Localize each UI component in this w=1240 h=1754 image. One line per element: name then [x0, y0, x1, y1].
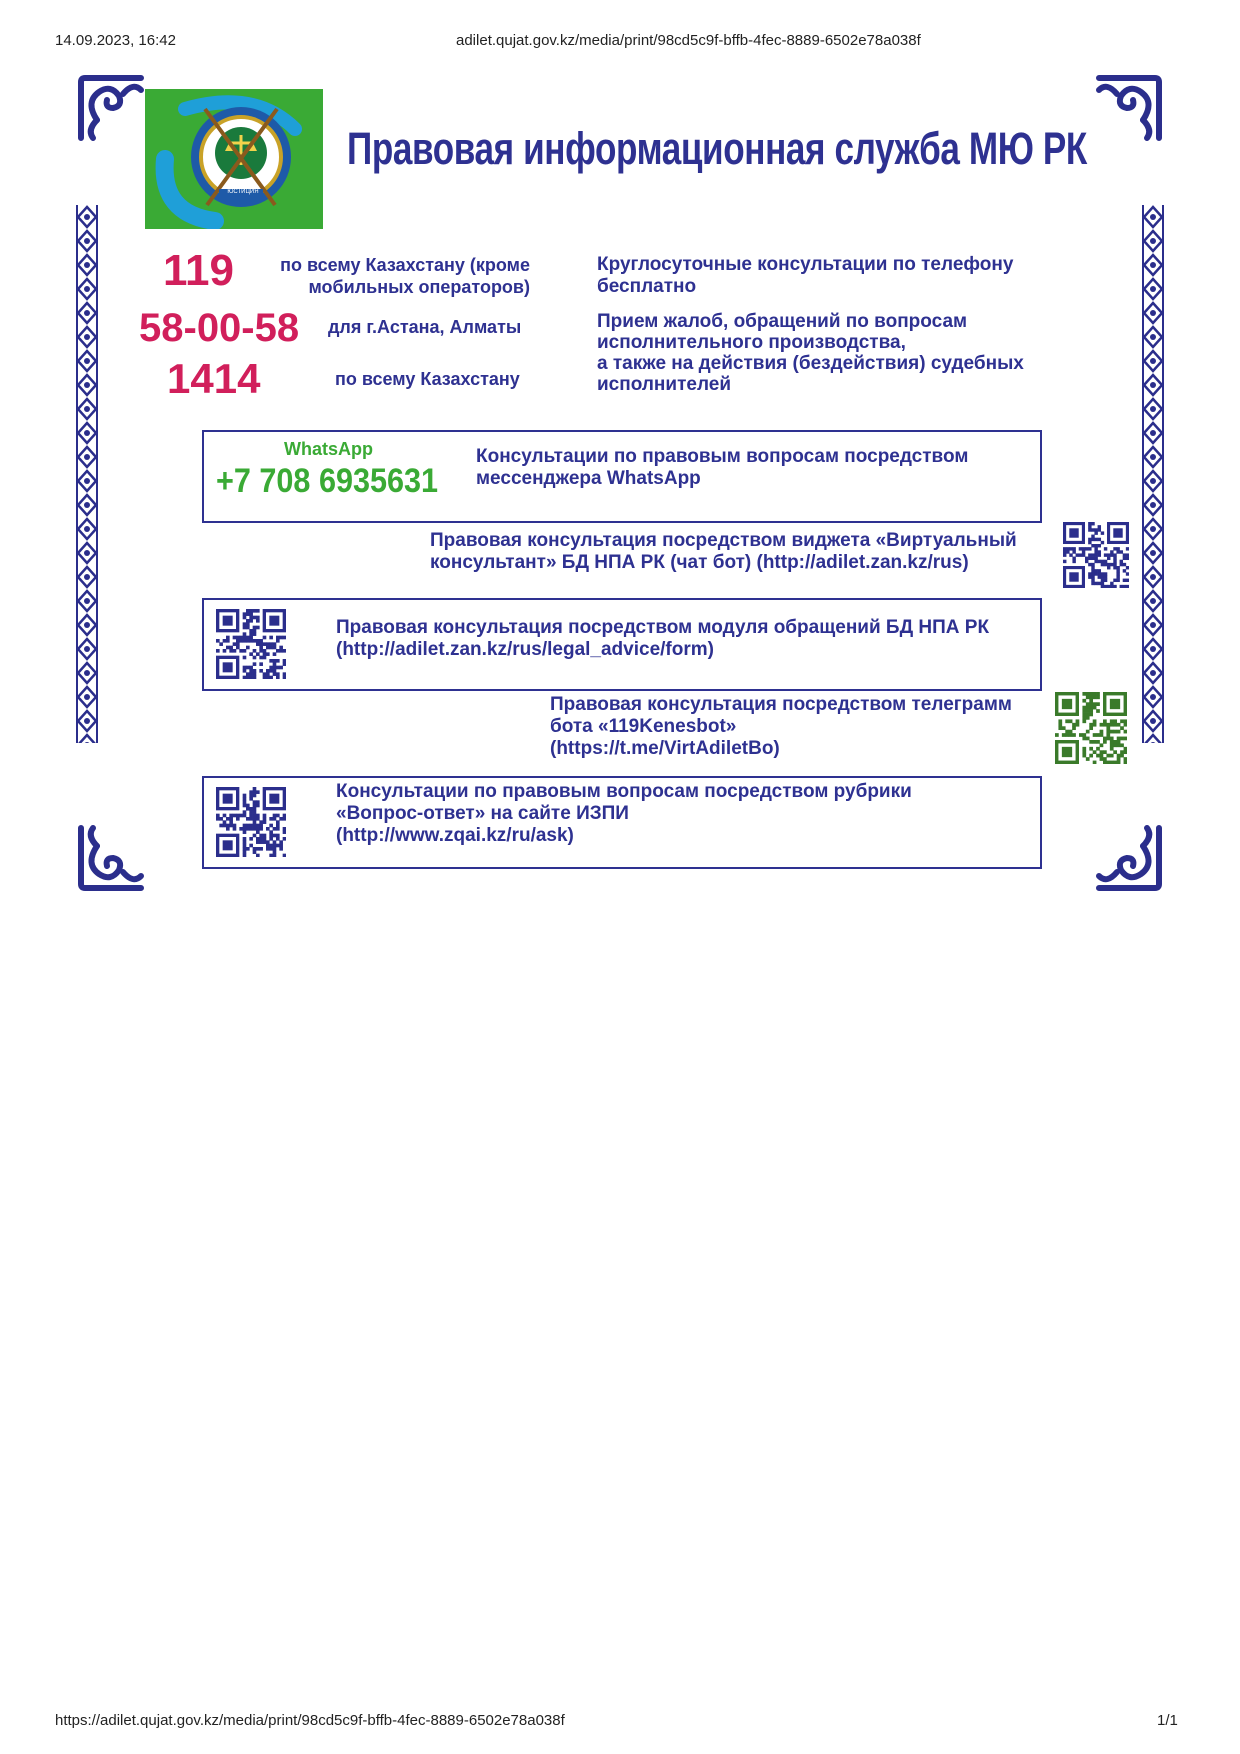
module-desc-line1: Правовая консультация посредством модуля обращений БД НПА РК: [336, 617, 990, 638]
phone-119-description: [260, 254, 530, 298]
service2-line4: исполнителей: [597, 374, 732, 395]
whatsapp-description: [476, 446, 968, 490]
service2-line1: Прием жалоб, обращений по вопросам: [597, 311, 968, 332]
module-description: [336, 617, 989, 661]
left-ornament-border: [75, 205, 99, 743]
qr-code-icon-widget: [1063, 522, 1129, 588]
telegram-line1: Правовая консультация посредством телеграмм: [550, 694, 1012, 715]
service1-line1: Круглосуточные консультации по телефону: [597, 254, 1014, 275]
logo-label: ЮСТИЦИЯ: [227, 189, 259, 195]
qa-description: [336, 781, 912, 847]
telegram-line3: (https://t.me/VirtAdiletBo): [550, 738, 780, 759]
phone-119-desc-line2: мобильных операторов): [308, 277, 530, 297]
print-footer-url: https://adilet.qujat.gov.kz/media/print/98cd5c9f-bffb-4fec-8889-6502e78a038f: [55, 1712, 565, 1729]
widget-line2: консультант» БД НПА РК (чат бот) (http://adilet.zan.kz/rus): [430, 552, 969, 573]
qa-desc-line3: (http://www.zqai.kz/ru/ask): [336, 825, 574, 846]
poster-title: Правовая информационная служба МЮ РК: [347, 123, 1087, 174]
right-ornament-border: [1141, 205, 1165, 743]
service2-line2: исполнительного производства,: [597, 332, 906, 353]
service-round-the-clock: [597, 254, 1013, 298]
print-page-number: 1/1: [1157, 1712, 1178, 1729]
print-url: adilet.qujat.gov.kz/media/print/98cd5c9f-bffb-4fec-8889-6502e78a038f: [456, 32, 921, 49]
qr-code-icon-qa: [216, 787, 286, 857]
widget-line1: Правовая консультация посредством виджета «Виртуальный: [430, 530, 1017, 551]
qr-code-icon-telegram: [1055, 692, 1127, 764]
whatsapp-box: [202, 430, 1042, 523]
module-desc-line2: (http://adilet.zan.kz/rus/legal_advice/form): [336, 639, 714, 660]
telegram-consultation: [550, 694, 1012, 760]
whatsapp-phone: +7 708 6935631: [216, 462, 439, 500]
corner-ornament-bottom-left: [75, 822, 147, 894]
widget-consultation: [430, 530, 1017, 574]
phone-number-1414: 1414: [167, 355, 261, 402]
phone-119-desc-line1: по всему Казахстану (кроме: [280, 255, 530, 275]
service-complaints: [597, 311, 1024, 395]
ministry-logo: [145, 89, 323, 229]
corner-ornament-bottom-right: [1093, 822, 1165, 894]
qa-rubric-box: [202, 776, 1042, 869]
corner-ornament-top-right: [1093, 72, 1165, 144]
print-datetime: 14.09.2023, 16:42: [55, 32, 176, 49]
telegram-line2: бота «119Kenesbot»: [550, 716, 737, 737]
service1-line2: бесплатно: [597, 276, 697, 297]
corner-ornament-top-left: [75, 72, 147, 144]
legal-advice-module-box: [202, 598, 1042, 691]
phone-number-58-00-58: 58-00-58: [139, 306, 300, 350]
justice-emblem-icon: [145, 89, 323, 229]
whatsapp-desc-line2: мессенджера WhatsApp: [476, 468, 701, 489]
qa-desc-line1: Консультации по правовым вопросам посредством рубрики: [336, 781, 912, 802]
qr-code-icon-module: [216, 609, 286, 679]
whatsapp-desc-line1: Консультации по правовым вопросам посредством: [476, 446, 969, 467]
phone-1414-description: по всему Казахстану: [335, 369, 520, 389]
whatsapp-label: WhatsApp: [284, 439, 373, 459]
service2-line3: а также на действия (бездействия) судебных: [597, 353, 1024, 374]
phone-58-00-58-description: для г.Астана, Алматы: [328, 317, 522, 337]
qa-desc-line2: «Вопрос-ответ» на сайте ИЗПИ: [336, 803, 629, 824]
phone-number-119: 119: [163, 246, 234, 295]
